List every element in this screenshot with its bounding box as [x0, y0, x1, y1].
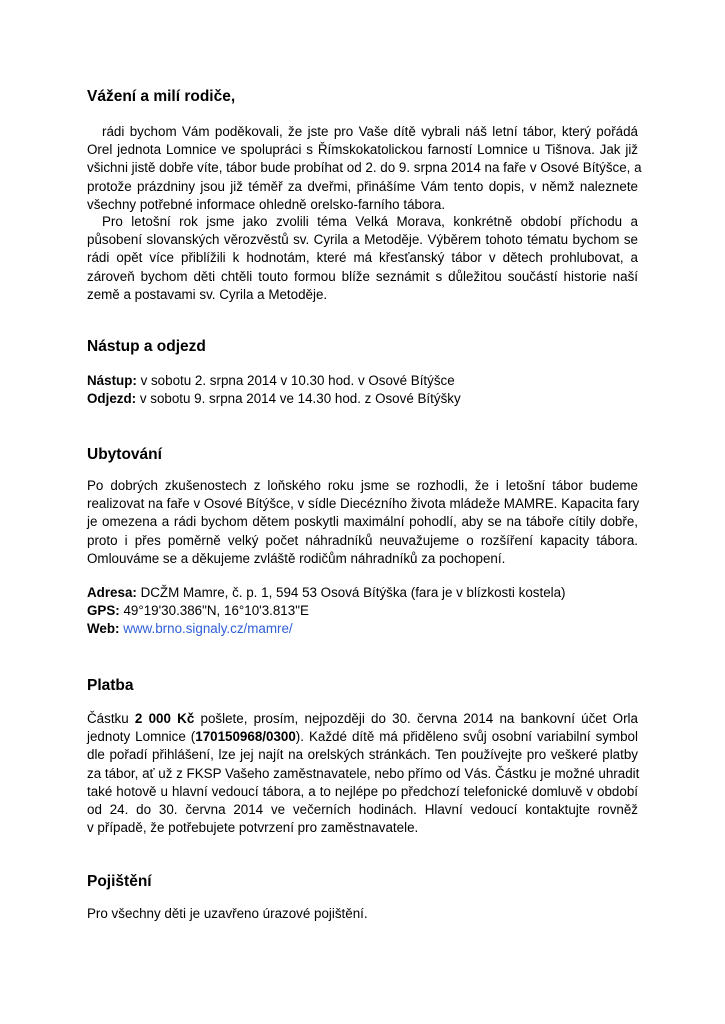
text-line: v případě, že potřebujete potvrzení pro zaměstnavatele.	[87, 820, 419, 836]
arrival-end-value: v sobotu 9. srpna 2014 ve 14.30 hod. z Osové Bítýšky	[136, 391, 461, 406]
payment-amount: 2 000 Kč	[134, 711, 195, 726]
text-line: zároveň bychom děti chtěli touto formou blíže seznámit s důležitou součástí historie naší	[87, 268, 638, 284]
text-line: je omezena a rádi bychom dětem poskytli maximální pohodlí, aby se na táboře cítily dobře,	[87, 514, 638, 530]
gps-label: GPS:	[87, 603, 120, 618]
text-line: Po dobrých zkušenostech z loňského roku jsme se rozhodli, že i letošní tábor budeme	[87, 478, 638, 493]
address-value: DCŽM Mamre, č. p. 1, 594 53 Osová Bítýška (fara je v blízkosti kostela)	[136, 585, 566, 600]
text-line: působení slovanských věrozvěstů sv. Cyrila a Metoděje. Výběrem tohoto tématu bychom se	[87, 232, 638, 248]
web-line	[87, 620, 293, 638]
insurance-heading: Pojištění	[87, 873, 152, 890]
address-line	[87, 584, 566, 602]
text-line	[87, 728, 638, 746]
text-line: Orel jednota Lomnice ve spolupráci s Římskokatolickou farností Lomnice u Tišnova. Jak již	[87, 142, 638, 158]
arrival-end	[87, 390, 461, 408]
text-line: Omlouváme se a děkujeme zvláště rodičům náhradníků za pochopení.	[87, 550, 506, 566]
text-line: realizovat na faře v Osové Bítýšce, v sídle Diecézního života mládeže MAMRE. Kapacita fary	[87, 496, 640, 512]
text-line: od 24. do 30. června 2014 ve večerních hodinách. Hlavní vedoucí kontaktujte rovněž	[87, 802, 638, 818]
accommodation-paragraph	[87, 477, 638, 568]
text-line	[87, 710, 638, 728]
text-line: Pro letošní rok jsme jako zvolili téma Velká Morava, konkrétně období příchodu a	[102, 214, 638, 229]
arrival-heading: Nástup a odjezd	[87, 338, 206, 355]
arrival-start-value: v sobotu 2. srpna 2014 v 10.30 hod. v Osové Bítýšce	[136, 373, 455, 388]
arrival-end-label: Odjezd:	[87, 391, 137, 406]
text-line: rádi bychom Vám poděkovali, že jste pro Vaše dítě vybrali náš letní tábor, který pořádá	[102, 124, 638, 139]
web-label: Web:	[87, 621, 120, 636]
text-span: jednoty Lomnice (	[87, 729, 196, 745]
intro-paragraph-1	[87, 123, 642, 214]
accommodation-heading: Ubytování	[87, 446, 162, 463]
greeting-heading: Vážení a milí rodiče,	[87, 88, 236, 105]
text-line: rádi opět více přiblížili k hodnotám, které má křesťanský tábor v dětech prohlubovat, a	[87, 250, 638, 266]
arrival-start	[87, 372, 455, 390]
text-line: všichni jistě dobře víte, tábor bude probíhat od 2. do 9. srpna 2014 na faře v Osové Bítýšce, a	[87, 160, 642, 176]
text-line: také hotově u hlavní vedoucí tábora, a to nejlépe po předchozí telefonické domluvě v období	[87, 783, 638, 799]
text-span: pošlete, prosím, nejpozději do 30. června 2014 na bankovní účet Orla	[194, 711, 638, 726]
text-span: ). Každé dítě má přiděleno svůj osobní variabilní symbol	[295, 729, 638, 745]
insurance-text: Pro všechny děti je uzavřeno úrazové pojištění.	[87, 906, 368, 921]
address-label: Adresa:	[87, 585, 137, 600]
web-link[interactable]: www.brno.signaly.cz/mamre/	[123, 621, 293, 636]
text-line: všechny potřebné informace ohledně orelsko-farního tábora.	[87, 196, 446, 212]
text-span: Částku	[87, 711, 135, 726]
text-line: země a postavami sv. Cyrila a Metoděje.	[87, 286, 328, 302]
payment-heading: Platba	[87, 677, 134, 694]
arrival-start-label: Nástup:	[87, 373, 137, 388]
bank-account: 170150968/0300	[195, 729, 296, 745]
intro-paragraph-2	[87, 213, 638, 304]
text-line: za tábor, ať už z FKSP Vašeho zaměstnavatele, nebo přímo od Vás. Částku je možné uhradit	[87, 765, 640, 781]
payment-paragraph	[87, 710, 638, 837]
gps-line	[87, 602, 309, 620]
text-line: protože prázdniny jsou již téměř za dveřmi, přinášíme Vám tento dopis, v němž naleznete	[87, 178, 638, 194]
gps-value: 49°19'30.386"N, 16°10'3.813"E	[119, 603, 309, 618]
text-line: proto i přes poměrně velký počet náhradníků neuvažujeme o rozšíření kapacity tábora.	[87, 532, 638, 548]
text-line: dle pořadí přihlášení, lze jej najít na orelských stránkách. Ten používejte pro veškeré platby	[87, 747, 638, 763]
